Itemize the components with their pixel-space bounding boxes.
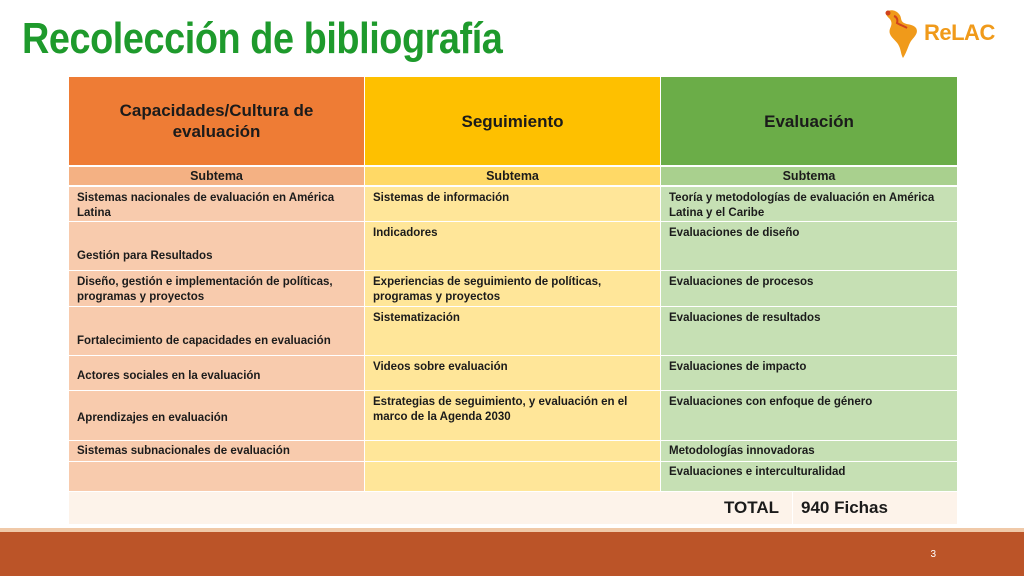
total-row: [69, 492, 957, 524]
table-cell: Evaluaciones de procesos: [661, 271, 957, 306]
table-cell: Indicadores: [365, 222, 661, 270]
table-cell: Sistematización: [365, 307, 661, 355]
subheader-evaluacion: Subtema: [661, 167, 957, 185]
header-seguimiento: Seguimiento: [365, 77, 661, 165]
table-cell: Actores sociales en la evaluación: [69, 356, 365, 390]
bibliography-table: [69, 77, 957, 524]
total-spacer: [69, 492, 711, 524]
table-row: [69, 441, 957, 462]
table-cell: Diseño, gestión e implementación de políticas, programas y proyectos: [69, 271, 365, 306]
table-cell: [69, 462, 365, 491]
table-cell: Evaluaciones de impacto: [661, 356, 957, 390]
latin-america-map-icon: [880, 6, 926, 62]
table-cell: [365, 462, 661, 491]
slide-title: Recolección de bibliografía: [22, 14, 503, 63]
table-cell: Aprendizajes en evaluación: [69, 391, 365, 440]
subheader-row: [69, 165, 957, 187]
table-cell: Metodologías innovadoras: [661, 441, 957, 461]
table-cell: Evaluaciones e interculturalidad: [661, 462, 957, 491]
table-row: [69, 307, 957, 356]
table-cell: Evaluaciones de resultados: [661, 307, 957, 355]
table-row: [69, 222, 957, 271]
footer-bar: [0, 532, 1024, 576]
table-cell: Teoría y metodologías de evaluación en América Latina y el Caribe: [661, 187, 957, 221]
page-number: 3: [930, 549, 936, 560]
header-capacidades: Capacidades/Cultura de evaluación: [69, 77, 365, 165]
table-cell: Sistemas subnacionales de evaluación: [69, 441, 365, 461]
table-cell: Videos sobre evaluación: [365, 356, 661, 390]
header-evaluacion: Evaluación: [661, 77, 957, 165]
total-value: 940 Fichas: [801, 498, 888, 517]
table-row: [69, 462, 957, 492]
table-row: [69, 271, 957, 307]
table-cell: Gestión para Resultados: [69, 222, 365, 270]
table-cell: Sistemas nacionales de evaluación en América Latina: [69, 187, 365, 221]
total-label: TOTAL: [711, 492, 793, 524]
table-header-row: [69, 77, 957, 165]
table-cell: Sistemas de información: [365, 187, 661, 221]
subheader-capacidades: Subtema: [69, 167, 365, 185]
table-row: [69, 391, 957, 441]
table-row: [69, 187, 957, 222]
table-cell: Fortalecimiento de capacidades en evaluación: [69, 307, 365, 355]
relac-logo: [880, 6, 1010, 62]
table-cell: Experiencias de seguimiento de políticas, programas y proyectos: [365, 271, 661, 306]
table-cell: Evaluaciones con enfoque de género: [661, 391, 957, 440]
logo-text: ReLAC: [924, 20, 995, 45]
table-cell: Estrategias de seguimiento, y evaluación en el marco de la Agenda 2030: [365, 391, 661, 440]
subheader-seguimiento: Subtema: [365, 167, 661, 185]
table-cell: Evaluaciones de diseño: [661, 222, 957, 270]
table-row: [69, 356, 957, 391]
table-cell: [365, 441, 661, 461]
